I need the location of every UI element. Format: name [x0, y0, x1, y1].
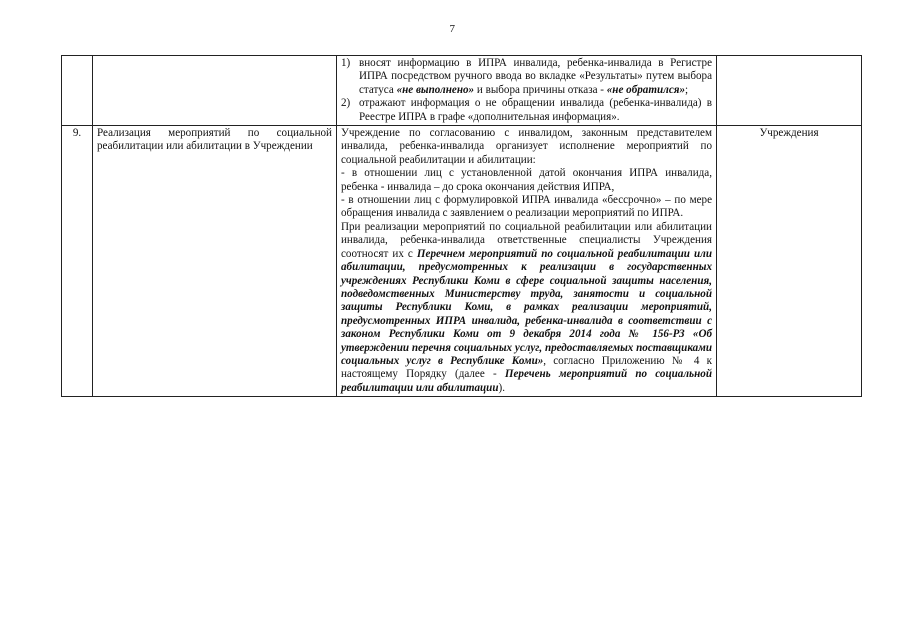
row-number-cell: [62, 56, 93, 126]
responsible-cell: Учреждения: [717, 126, 862, 397]
list-item: [341, 57, 712, 97]
list-item-text: отражают информация о не обращении инвалида (ребенка-инвалида) в Реестре ИПРА в графе «дополнительная информация».: [359, 97, 712, 123]
table-row: [62, 56, 862, 126]
actions-list: [341, 57, 712, 124]
list-item-number: 1): [341, 57, 351, 69]
paragraph-text: , согласно Приложению № 4 к настоящему Порядку (далее -: [341, 354, 712, 381]
responsible-cell: [717, 56, 862, 126]
status-not-completed: «не выполнено»: [396, 83, 475, 96]
actions-cell: [337, 56, 717, 126]
list-item-text: и выбора причины отказа -: [474, 83, 607, 96]
activities-list-reference: Перечнем мероприятий по социальной реабилитации или абилитации, предусмотренных к реализации в государственных учреждениях Республики Коми в сфере социальной защиты населения, подведомственных Министерству труда, занятости и социальной защиты Республики Коми, в рамках реализации мероприятий, предусмотренных ИПРА инвалида, ребенка-инвалида в соответствии с законом Республики Коми от 9 декабря 2014 года № 156-РЗ «Об утверждении перечня социальных услуг, предоставляемых поставщиками социальных услуг в Республике Коми»: [341, 247, 712, 367]
list-item-number: 2): [341, 97, 351, 110]
paragraph-text: ).: [498, 381, 505, 394]
table-row: [62, 126, 862, 397]
activities-list-short-name: Перечень мероприятий по социальной реабилитации или абилитации: [341, 368, 712, 394]
stage-cell: Реализация мероприятий по социальной реабилитации или абилитации в Учреждении: [93, 126, 337, 397]
paragraph: - в отношении лиц с формулировкой ИПРА инвалида «бессрочно» – по мере обращения инвалида с заявлением о реализации мероприятий по ИПРА.: [341, 194, 712, 220]
list-item: [341, 97, 712, 124]
reason-not-applied: «не обратился»: [606, 83, 686, 96]
list-item-text: вносят информацию в ИПРА инвалида, ребенка-инвалида в Регистре ИПРА посредством ручного ввода во вкладке «Результаты» путем выбора статуса: [359, 57, 712, 96]
stage-cell: [93, 56, 337, 126]
procedure-table: [61, 55, 862, 397]
list-item-text: ;: [685, 83, 689, 96]
paragraph: - в отношении лиц с установленной датой окончания ИПРА инвалида, ребенка - инвалида – до срока окончания действия ИПРА,: [341, 167, 712, 193]
row-number-cell: 9.: [62, 126, 93, 397]
page-number: 7: [449, 23, 456, 35]
actions-cell: [337, 126, 717, 397]
paragraph: [341, 221, 712, 395]
paragraph: Учреждение по согласованию с инвалидом, законным представителем инвалида, ребенка-инвалида организует исполнение мероприятий по социальной реабилитации и абилитации:: [341, 127, 712, 166]
paragraph-text: При реализации мероприятий по социальной реабилитации или абилитации инвалида, ребенка-инвалида ответственные специалисты Учреждения соотносят их с: [341, 220, 712, 260]
